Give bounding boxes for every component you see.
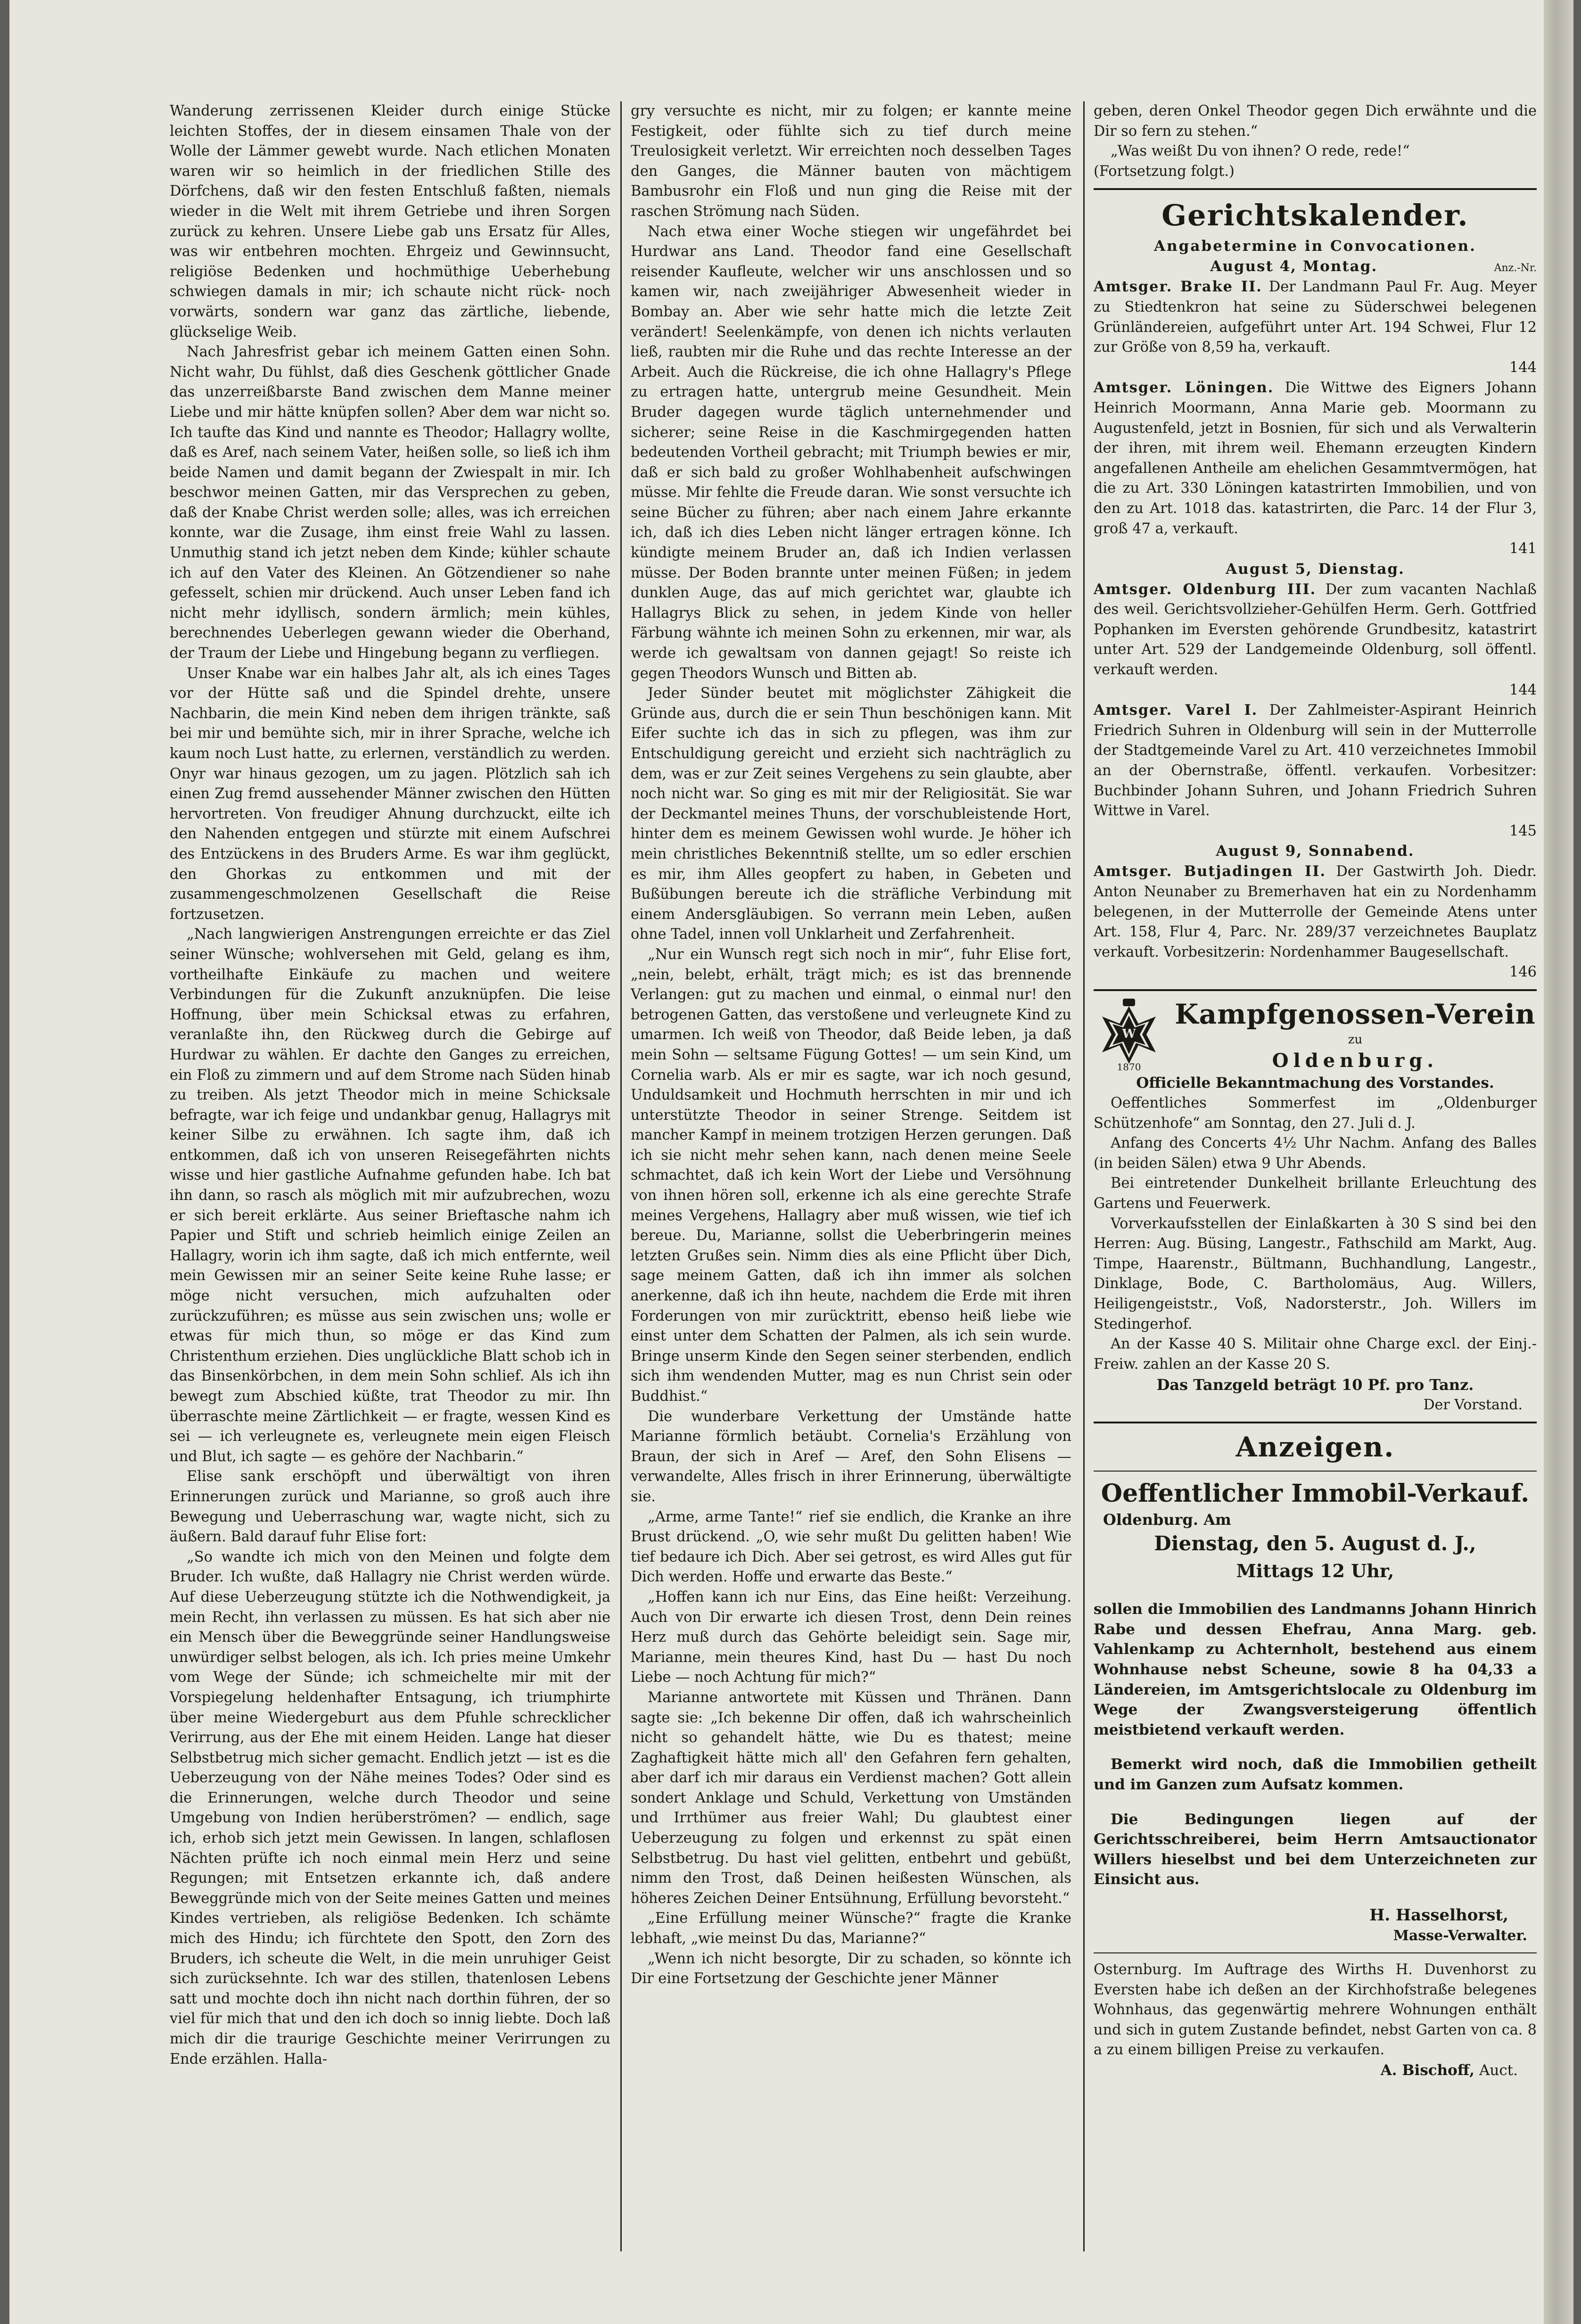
story-paragraph: Elise sank erschöpft und überwältigt von ihren Erinnerungen zurück und Marianne, so groß auch ihre Bewegung und Ueberraschung war, wagte nicht, sich zu äußern. Bald darauf fuhr Elise fort: — [170, 1468, 610, 1546]
date-heading: August 9, Sonnabend. — [1216, 843, 1415, 860]
entry-number: 144 — [1509, 359, 1537, 376]
court-entry: Amtsger. Brake II. Der Landmann Paul Fr. Aug. Meyer zu Stiedtenkron hat seine zu Süderschwei belegenen Grünländereien, aufgeführt unter Art. 194 Schwei, Flur 12 zur Größe von 8,59 ha, verkauft. 144 — [1094, 277, 1537, 378]
newspaper-page — [9, 0, 1573, 2324]
column-rule — [620, 101, 622, 2251]
verein-text: Bei eintretender Dunkelheit brillante Erleuchtung des Gartens und Feuerwerk. — [1094, 1175, 1537, 1212]
story-paragraph: „Nur ein Wunsch regt sich noch in mir“, fuhr Elise fort, „nein, belebt, erhält, trägt mich; es ist das brennende Verlangen: gut zu machen und einmal, o einmal nur! den betrogenen Gatten, das verstoßene und verleugnete Kind zu umarmen. Ich weiß von Theodor, daß Beide leben, ja daß mein Sohn — seltsame Fügung Gottes! — um sein Kind, um Cornelia warb. Als er mir es sagte, war ich noch gesund, Unduldsamkeit und Hochmuth herrschten in mir und ich unterstützte Theodor in seiner Strenge. Seitdem ist mancher Kampf in meinem trotzigen Herzen gerungen. Daß ich sie nicht mehr sehen kann, nach denen meine Seele schmachtet, daß ich kein Wort der Liebe und Versöhnung von ihnen hören soll, erkenne ich als eine gerechte Strafe meines Vergehens, Hallagry aber muß wissen, wie tief ich bereue. Du, Marianne, sollst die Ueberbringerin meines letzten Grußes sein. Nimm dies als eine Pflicht über Dich, sage meinem Gatten, daß ich ihn immer als solchen anerkenne, daß ich ihn heute, nachdem die Erde mit ihren Forderungen von mir zurücktritt, ebenso heiß liebe wie einst unter dem Schatten der Palmen, als ich sein wurde. Bringe unserm Kinde den Segen seiner sterbenden, endlich sich ihm wendenden Mutter, mag es nun Christ sein oder Buddhist.“ — [631, 946, 1071, 1405]
story-paragraph: „Nach langwierigen Anstrengungen erreichte er das Ziel seiner Wünsche; wohlversehen mit Geld, gelang es ihm, vortheilhafte Einkäufe zu machen und weitere Verbindungen für die Zukunft anzuknüpfen. Die leise Hoffnung, über mein Schicksal etwas zu erfahren, veranlaßte ihn, den Rückweg durch die Gebirge auf Hurdwar zu wählen. Er dachte den Ganges zu erreichen, ein Floß zu zimmern und auf dem Strome nach Süden hinab zu treiben. Als jetzt Theodor mich in meine Schicksale befragte, war ich feige und undankbar genug, Hallagrys mit keiner Silbe zu erwähnen. Ich sagte ihm, daß ich entkommen, daß ich von unseren Reisegefährten nichts wisse und hier gastliche Aufnahme gefunden habe. Ich bat ihn dann, so rasch als möglich mit mir aufzubrechen, wozu er sich bereit erklärte. Aus seiner Brieftasche nahm ich Papier und Stift und schrieb heimlich einige Zeilen an Hallagry, worin ich ihm sagte, daß ich mich entfernte, weil mein Gewissen mir an seiner Seite keine Ruhe lasse; er möge nicht versuchen, mich aufzuhalten oder zurückzuführen; es müsse aus sein zwischen uns; wolle er etwas für mich thun, so möge er das Kind zum Christenthum erziehen. Dies unglückliche Blatt schob ich in das Binsenkörbchen, in dem mein Sohn schlief. Als ich ihn bewegt zum Abschied küßte, trat Theodor zu mir. Ihn überraschte meine Zärtlichkeit — er fragte, wessen Kind es sei — ich verleugnete es, verleugnete mein eigen Fleisch und Blut, ich sagte — es gehöre der Nachbarin.“ — [170, 926, 610, 1465]
story-paragraph: Nach etwa einer Woche stiegen wir ungefährdet bei Hurdwar ans Land. Theodor fand eine Gesellschaft reisender Kaufleute, welcher wir uns anschlossen und so kamen wir, nach zweijähriger Abwesenheit wieder in Bombay an. Aber wie sehr hatte mich die letzte Zeit verändert! Seelenkämpfe, von denen ich nichts verlauten ließ, raubten mir die Ruhe und das rechte Interesse an der Arbeit. Auch die Rückreise, die ich ohne Hallagry's Pflege zu ertragen hatte, untergrub meine Gesundheit. Mein Bruder dagegen wurde täglich unternehmender und sicherer; seine Reise in die Kaschmirgegenden hatten bedeutenden Vortheil gebracht; mit Triumph bewies er mir, daß er sich bald zu großer Wohlhabenheit aufschwingen müsse. Mir fehlte die Freude daran. Wie sonst versuchte ich seine Bücher zu führen; aber nach einem Jahre erkannte ich, daß ich dies Leben nicht länger ertragen könne. Ich kündigte meinem Bruder an, daß ich Indien verlassen müsse. Der Boden brannte unter meinen Füßen; in jedem dunklen Auge, das auf mich gerichtet war, glaubte ich Hallagrys Blick zu sehen, in jedem Kinde von heller Färbung wähnte ich meinen Sohn zu erkennen, mir war, als werde ich gewaltsam von dannen gejagt! So reiste ich gegen Theodors Wunsch und Bitten ab. — [631, 223, 1071, 682]
court-calendar — [1094, 197, 1537, 983]
court-calendar-subtitle: Angabetermine in Convocationen. — [1154, 238, 1476, 255]
story-paragraph: Marianne antwortete mit Küssen und Thränen. Dann sagte sie: „Ich bekenne Dir offen, daß ich wahrscheinlich nicht so gehandelt hätte, wie Du es thatest; meine Zaghaftigkeit hätte mich all' den Gefahren fern gehalten, aber darf ich mir daraus ein Verdienst machen? Gott allein sondert Anklage und Schuld, Verkettung von Umständen und Irrthümer aus freier Wahl; Du glaubtest einer Ueberzeugung zu folgen und erkennst zu spät einen Selbstbetrug. Du hast viel gelitten, entbehrt und gebüßt, nimm den Trost, daß Deinen heißesten Wünschen, als höheres Zeichen Deiner Entsühnung, Erfüllung bevorsteht.“ — [631, 1689, 1071, 1907]
column-rule — [1083, 101, 1085, 2251]
story-paragraph: Unser Knabe war ein halbes Jahr alt, als ich eines Tages vor der Hütte saß und die Spindel drehte, unsere Nachbarin, die mein Kind neben dem ihrigen tränkte, saß bei mir und bemühte sich, mir in ihrer Sprache, welche ich kaum noch Lust hatte, zu erlernen, verständlich zu werden. Onyr war hinaus gezogen, um zu jagen. Plötzlich sah ich einen Zug fremd aussehender Männer zwischen den Hütten hervortreten. Von freudiger Ahnung durchzuckt, eilte ich den Nahenden entgegen und stürzte mit einem Aufschrei des Entzückens in des Bruders Arme. Es war ihm geglückt, den Ghorkas zu entkommen und mit der zusammengeschmolzenen Gesellschaft die Reise fortzusetzen. — [170, 665, 610, 923]
section-divider — [1094, 1422, 1537, 1423]
court-name: Amtsger. Löningen. — [1094, 379, 1274, 397]
court-entry: Amtsger. Oldenburg III. Der zum vacanten Nachlaß des weil. Gerichtsvollzieher-Gehülfen Herm. Gerh. Gottfried Pophanken im Eversten gehörende Grundbesitz, katastrirt unter Art. 529 der Landgemeinde Oldenburg, soll öffentl. verkauft werden. 144 — [1094, 579, 1537, 701]
auction-text: sollen die Immobilien des Landmanns Johann Hinrich Rabe und dessen Ehefrau, Anna Marg. geb. Vahlenkamp zu Achternholt, bestehend aus einem Wohnhause nebst Scheune, sowie 8 ha 04,33 a Ländereien, im Amtsgerichtslocale zu Oldenburg im Wege der Zwangsversteigerung öffentlich meistbietend verkauft werden. — [1094, 1601, 1537, 1738]
story-paragraph: Nach Jahresfrist gebar ich meinem Gatten einen Sohn. Nicht wahr, Du fühlst, daß dies Geschenk göttlicher Gnade das unzerreißbarste Band zwischen dem Manne meiner Liebe und mir hätte knüpfen sollen? Aber dem war nicht so. Ich taufte das Kind und nannte es Theodor; Hallagry wollte, daß es Aref, nach seinem Vater, heißen solle, so ließ ich ihm beide Namen und damit begann der Zwiespalt in mir. Ich beschwor meinen Gatten, mir das Versprechen zu geben, daß der Knabe Christ werden solle; alles, was ich erreichen konnte, war die Zusage, ihm einst freie Wahl zu lassen. Unmuthig stand ich jetzt neben dem Kinde; kühler schaute ich auf den Vater des Kleinen. An Götzendiener so nahe gefesselt, schien mir drückend. Auch unser Leben fand ich nicht mehr idyllisch, sondern ärmlich; mein kühles, berechnendes Ueberlegen gewann wieder die Oberhand, der Traum der Liebe und Hingebung begann zu verfliegen. — [170, 344, 610, 662]
story-paragraph: geben, deren Onkel Theodor gegen Dich erwähnte und die Dir so fern zu stehen.“ — [1094, 103, 1537, 140]
date-heading: August 5, Dienstag. — [1226, 560, 1405, 578]
ads-divider — [1094, 1471, 1537, 1472]
entry-number: 144 — [1509, 681, 1537, 698]
auction-text: Die Bedingungen liegen auf der Gerichtsschreiberei, beim Herrn Amtsauctionator Willers hieselbst und bei dem Unterzeichneten zur Einsicht aus. — [1094, 1811, 1537, 1888]
official-notice-heading: Officielle Bekanntmachung des Vorstandes. — [1136, 1074, 1494, 1092]
verein-text: An der Kasse 40 S. Militair ohne Charge excl. der Einj.-Freiw. zahlen an der Kasse 20 S. — [1094, 1336, 1537, 1373]
ads-title: Anzeigen. — [1235, 1431, 1395, 1464]
story-paragraph: Die wunderbare Verkettung der Umstände hatte Marianne förmlich betäubt. Cornelia's Erzählung von Braun, der sich in Aref — Aref, den Sohn Elisens — verwandelte, Alles frisch in ihrer Erinnerung, überwältigte sie. — [631, 1408, 1071, 1505]
court-entry: Amtsger. Butjadingen II. Der Gastwirth Joh. Diedr. Anton Neunaber zu Bremerhaven hat ein zu Nordenhamm belegenen, in der Mutterrolle der Gemeinde Atens unter Art. 158, Flur 4, Parc. Nr. 289/37 verzeichnetes Bauplatz verkauft. Vorbesitzerin: Nordenhammer Baugesellschaft. 146 — [1094, 861, 1537, 983]
section-divider — [1094, 989, 1537, 991]
verein-text: Oeffentliches Sommerfest im „Oldenburger Schützenhofe“ am Sonntag, den 27. Juli d. J. — [1094, 1094, 1537, 1132]
auction-place: Oldenburg. Am — [1103, 1511, 1231, 1529]
dance-fee: Das Tanzgeld beträgt 10 Pf. pro Tanz. — [1156, 1376, 1474, 1394]
page-edge — [1544, 0, 1573, 2324]
house-sale-signer: A. Bischoff, — [1380, 2061, 1475, 2079]
auction-date: Dienstag, den 5. August d. J., — [1154, 1532, 1476, 1555]
verein-text: Vorverkaufsstellen der Einlaßkarten à 30 S sind bei den Herren: Aug. Büsing, Langestr., Fathschild am Markt, Aug. Timpe, Haarenstr., Bültmann, Buchhandlung, Langestr., Dinklage, Bode, C. Bartholomäus, Aug. Willers, Heiligengeiststr., Voß, Nadorsterstr., Joh. Willers im Stedingerhof. — [1094, 1215, 1537, 1332]
story-paragraph: Jeder Sünder beutet mit möglichster Zähigkeit die Gründe aus, durch die er sein Thun beschönigen kann. Mit Eifer suchte ich das in sich zu pflegen, was ihm zur Entschuldigung gereicht und erzieht sich nachträglich zu dem, was er zur Zeit seines Vergehens zu sein glaubte, aber noch nicht war. So ging es mit mir der Religiosität. Sie war der Deckmantel meines Thuns, der vorschubleistende Hort, hinter dem es meinem Gewissen wohl wurde. Je höher ich mein christliches Bekenntniß stellte, um so edler erschien es mir, ihm Alles geopfert zu haben, in Gebeten und Bußübungen bereute ich die sträfliche Verbindung mit einem Andersgläubigen. So verrann mein Leben, außen ohne Tadel, innen voll Unklarheit und Zerfahrenheit. — [631, 685, 1071, 943]
verein-zu: zu — [1348, 1032, 1363, 1047]
court-name: Amtsger. Brake II. — [1094, 278, 1262, 296]
verein-text: Anfang des Concerts 4½ Uhr Nachm. Anfang des Balles (in beiden Sälen) etwa 9 Uhr Abends. — [1094, 1135, 1537, 1172]
story-paragraph: Wanderung zerrissenen Kleider durch einige Stücke leichten Stoffes, der in diesem einsamen Thale von der Wolle der Lämmer gewebt wurde. Nach etlichen Monaten waren wir so heimlich in der friedlichen Stille des Dörfchens, daß wir den festen Entschluß faßten, niemals wieder in die Welt mit ihrem Getriebe und ihren Sorgen zurück zu kehren. Unsere Liebe gab uns Ersatz für Alles, was wir entbehren mochten. Ehrgeiz und Gewinnsucht, religiöse Bedenken und hochmüthige Ueberhebung schwiegen damals in mir; ich schaute nicht rück- noch vorwärts, sondern war ganz das zärtliche, liebende, glückselige Weib. — [170, 103, 610, 340]
story-paragraph: „Eine Erfüllung meiner Wünsche?“ fragte die Kranke lebhaft, „wie meinst Du das, Marianne?“ — [631, 1910, 1071, 1947]
ads-divider — [1094, 1952, 1537, 1953]
number-column-label: Anz.-Nr. — [1494, 262, 1537, 274]
court-calendar-title: Gerichtskalender. — [1161, 198, 1469, 233]
story-paragraph: „Hoffen kann ich nur Eins, das Eine heißt: Verzeihung. Auch von Dir erwarte ich diesen Trost, denn Dein reines Herz muß durch das Gehörte beleidigt sein. Sage mir, Marianne, mein theures Kind, hast Du — hast Du noch Liebe — noch Achtung für mich?“ — [631, 1588, 1071, 1686]
iron-cross-icon — [1094, 998, 1164, 1073]
story-paragraph: „Wenn ich nicht besorgte, Dir zu schaden, so könnte ich Dir eine Fortsetzung der Geschichte jener Männer — [631, 1950, 1071, 1987]
entry-number: 141 — [1509, 540, 1537, 557]
auction-time: Mittags 12 Uhr, — [1236, 1560, 1394, 1582]
continuation-note: (Fortsetzung folgt.) — [1094, 163, 1235, 180]
court-entry: Amtsger. Varel I. Der Zahlmeister-Aspirant Heinrich Friedrich Suhren in Oldenburg will sein in der Mutterrolle der Stadtgemeinde Varel zu Art. 410 verzeichnetes Immobil an der Obernstraße, öffentl. verkaufen. Vorbesitzer: Buchbinder Johann Suhren, und Johann Friedrich Suhren Wittwe in Varel. 145 — [1094, 700, 1537, 841]
court-entry: Amtsger. Löningen. Die Wittwe des Eigners Johann Heinrich Moormann, Anna Marie geb. Moormann zu Augustenfeld, jetzt in Bosnien, für sich und als Verwalterin der ihren, mit ihrem weil. Ehemann erzeugten Kindern angefallenen Antheile am ehelichen Gesammtvermögen, hat die zu Art. 330 Löningen katastrirten Immobilien, und von den zu Art. 1018 das. katastrirten, die Parc. 14 der Flur 3, groß 47 a, verkauft. 141 — [1094, 378, 1537, 559]
auction-signer-role: Masse-Verwalter. — [1393, 1927, 1527, 1944]
story-paragraph: gry versuchte es nicht, mir zu folgen; er kannte meine Festigkeit, oder fühlte sich zu tief durch meine Treulosigkeit verletzt. Wir erreichten noch desselben Tages den Ganges, die Männer bauten von mächtigem Bambusrohr ein Floß und nun ging die Reise mit der raschen Strömung nach Süden. — [631, 103, 1071, 220]
auction-text: Bemerkt wird noch, daß die Immobilien getheilt und im Ganzen zum Aufsatz kommen. — [1094, 1756, 1537, 1794]
notices-column — [1094, 101, 1537, 2081]
auction-signer: H. Hasselhorst, — [1369, 1906, 1508, 1925]
story-column-1 — [170, 101, 610, 2069]
verein-signature: Der Vorstand. — [1423, 1397, 1523, 1414]
section-divider — [1094, 188, 1537, 190]
court-name: Amtsger. Butjadingen II. — [1094, 863, 1326, 880]
story-column-2 — [631, 101, 1071, 1989]
kampfgenossen-notice — [1094, 998, 1537, 1415]
badge-year: 1870 — [1117, 1061, 1141, 1073]
story-paragraph: „Arme, arme Tante!“ rief sie endlich, die Kranke an ihre Brust drückend. „O, wie sehr mußt Du gelitten haben! Wie tief bedaure ich Dich. Aber sei getrost, es wird Alles gut für Dich werden. Hoffe und erwarte das Beste.“ — [631, 1508, 1071, 1586]
court-name: Amtsger. Oldenburg III. — [1094, 580, 1317, 598]
story-paragraph: „So wandte ich mich von den Meinen und folgte dem Bruder. Ich wußte, daß Hallagry nie Christ werden würde. Auf diese Ueberzeugung stützte ich die Nothwendigkeit, ja mein Recht, ihn verlassen zu müssen. Es hat sich aber nie ein Mensch über die Beweggründe seiner Handlungsweise unwürdiger selbst belogen, als ich. Ich pries meine Umkehr vom Wege der Sünde; ich schmeichelte mir mit der Vorspiegelung heldenhafter Entsagung, ich triumphirte über meine Wiedergeburt aus dem Pfuhle schrecklicher Verirrung, aus der Ehe mit einem Heiden. Lange hat dieser Selbstbetrug mich sicher gemacht. Endlich jetzt — ist es die Ueberzeugung von der Nähe meines Todes? Oder sind es die Erinnerungen, welche durch Theodor und seine Umgebung von Indien herüberströmen? — endlich, sage ich, erhob sich jetzt mein Gewissen. In langen, schlaflosen Nächten prüfte ich noch einmal mein Herz und seine Regungen; mit Entsetzen erkannte ich, daß andere Beweggründe mich von der Seite meines Gatten und meines Kindes vertrieben, als religiöse Bedenken. Ich schämte mich des Hindu; ich fürchtete den Spott, den Zorn des Bruders, ich scheute die Welt, in die mein unruhiger Geist sich zurücksehnte. Ich war des stillen, thatenlosen Lebens satt und mochte doch ihn nicht nach dorthin führen, der so viel für mich that und den ich doch so innig liebte. Doch laß mich dir die traurige Geschichte meiner Verirrungen zu Ende erzählen. Halla- — [170, 1548, 610, 2068]
entry-number: 146 — [1509, 964, 1537, 981]
auction-title: Oeffentlicher Immobil-Verkauf. — [1101, 1479, 1530, 1508]
ads-section — [1094, 1430, 1537, 2081]
entry-number: 145 — [1509, 822, 1537, 839]
verein-title: Kampfgenossen-Verein — [1175, 998, 1536, 1030]
court-name: Amtsger. Varel I. — [1094, 702, 1258, 719]
verein-city: Oldenburg. — [1272, 1049, 1439, 1072]
badge-letter: W — [1122, 1026, 1136, 1041]
house-sale-text: Osternburg. Im Auftrage des Wirths H. Duvenhorst zu Eversten habe ich deßen an der Kirchhofstraße belegenes Wohnhaus, das gegenwärtig mehrere Wohnungen enthält und sich in gutem Zustande befindet, nebst Garten von ca. 8 a zu einem billigen Preise zu verkaufen. — [1094, 1961, 1537, 2059]
date-heading: August 4, Montag. — [1210, 258, 1378, 275]
house-sale-signer-role: Auct. — [1479, 2061, 1518, 2079]
story-paragraph: „Was weißt Du von ihnen? O rede, rede!“ — [1111, 143, 1410, 160]
